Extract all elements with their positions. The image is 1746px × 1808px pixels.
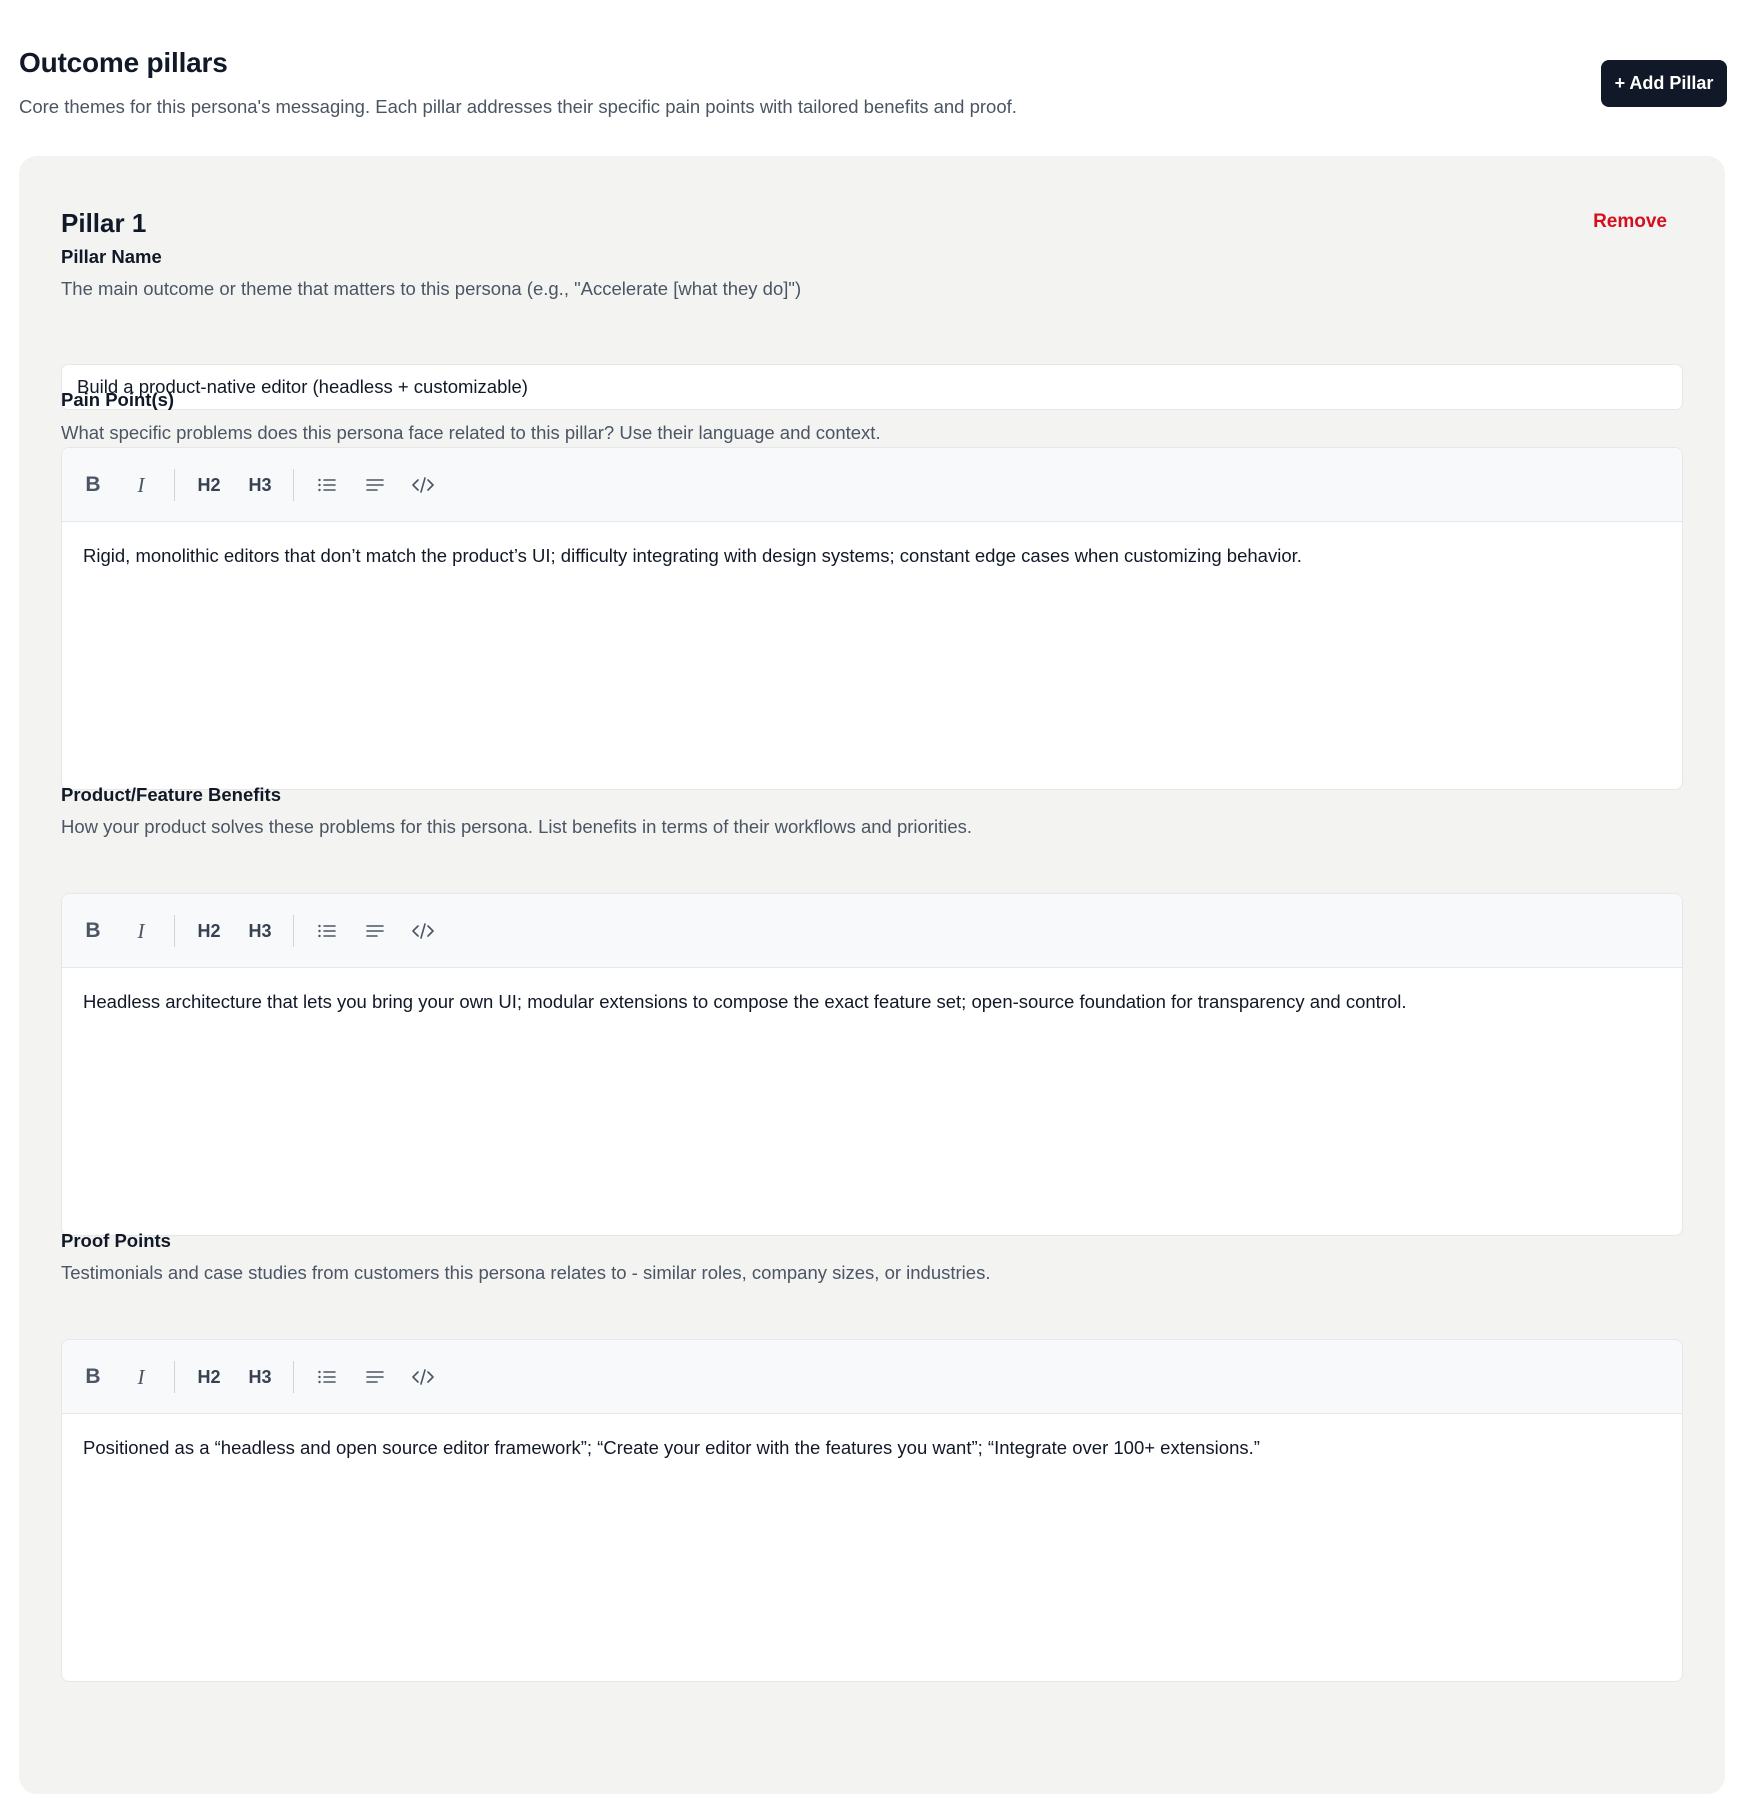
section-header: [19, 0, 1727, 156]
paragraph-icon[interactable]: [358, 468, 392, 502]
proof-points-content[interactable]: Positioned as a “headless and open source editor framework”; “Create your editor with the features you want”; “Integrate over 100+ extensions.”: [83, 1437, 1260, 1458]
proof-points-label: Proof Points: [61, 1230, 171, 1251]
toolbar-divider: [293, 915, 294, 947]
add-pillar-button[interactable]: + Add Pillar: [1601, 60, 1727, 107]
italic-button[interactable]: I: [137, 1364, 145, 1389]
code-icon[interactable]: [406, 468, 440, 502]
paragraph-icon[interactable]: [358, 1360, 392, 1394]
remove-pillar-button[interactable]: Remove: [1593, 211, 1667, 232]
benefits-editor: [61, 893, 1683, 1236]
pain-points-label: Pain Point(s): [61, 389, 175, 410]
pillar-card: [19, 156, 1725, 1794]
bullet-list-icon[interactable]: [310, 914, 344, 948]
italic-button[interactable]: I: [137, 472, 145, 497]
heading2-button[interactable]: H2: [197, 474, 221, 495]
bullet-list-icon[interactable]: [310, 468, 344, 502]
toolbar-divider: [293, 469, 294, 501]
heading2-button[interactable]: H2: [197, 920, 221, 941]
page-title: Outcome pillars: [19, 47, 228, 78]
toolbar-divider: [293, 1361, 294, 1393]
page-subtitle: Core themes for this persona's messaging. Each pillar addresses their specific pain points with tailored benefits and proof.: [19, 96, 1017, 117]
pillar-name-help: The main outcome or theme that matters to this persona (e.g., "Accelerate [what they do]"): [61, 278, 802, 299]
bold-button[interactable]: B: [85, 473, 101, 496]
proof-points-help: Testimonials and case studies from customers this persona relates to - similar roles, company sizes, or industries.: [61, 1262, 991, 1283]
benefits-label: Product/Feature Benefits: [61, 784, 281, 805]
bold-button[interactable]: B: [85, 919, 101, 942]
heading2-button[interactable]: H2: [197, 1366, 221, 1387]
bullet-list-icon[interactable]: [310, 1360, 344, 1394]
pillar-name-label: Pillar Name: [61, 246, 162, 267]
benefits-content[interactable]: Headless architecture that lets you bring your own UI; modular extensions to compose the exact feature set; open-source foundation for transparency and control.: [83, 991, 1407, 1012]
editor-toolbar: [62, 894, 1682, 968]
toolbar-divider: [174, 469, 175, 501]
pillar-name-input[interactable]: [61, 364, 1683, 410]
proof-points-editor: [61, 1339, 1683, 1682]
toolbar-divider: [174, 915, 175, 947]
code-icon[interactable]: [406, 914, 440, 948]
benefits-help: How your product solves these problems for this persona. List benefits in terms of their workflows and priorities.: [61, 816, 973, 837]
editor-toolbar: [62, 448, 1682, 522]
code-icon[interactable]: [406, 1360, 440, 1394]
toolbar-divider: [174, 1361, 175, 1393]
heading3-button[interactable]: H3: [248, 920, 272, 941]
pillar-title: Pillar 1: [61, 208, 147, 238]
editor-toolbar: [62, 1340, 1682, 1414]
heading3-button[interactable]: H3: [248, 474, 272, 495]
pain-points-content[interactable]: Rigid, monolithic editors that don’t match the product’s UI; difficulty integrating with design systems; constant edge cases when customizing behavior.: [83, 545, 1302, 566]
paragraph-icon[interactable]: [358, 914, 392, 948]
italic-button[interactable]: I: [137, 918, 145, 943]
heading3-button[interactable]: H3: [248, 1366, 272, 1387]
pain-points-editor: [61, 447, 1683, 790]
pain-points-help: What specific problems does this persona face related to this pillar? Use their language and context.: [61, 422, 881, 443]
bold-button[interactable]: B: [85, 1365, 101, 1388]
